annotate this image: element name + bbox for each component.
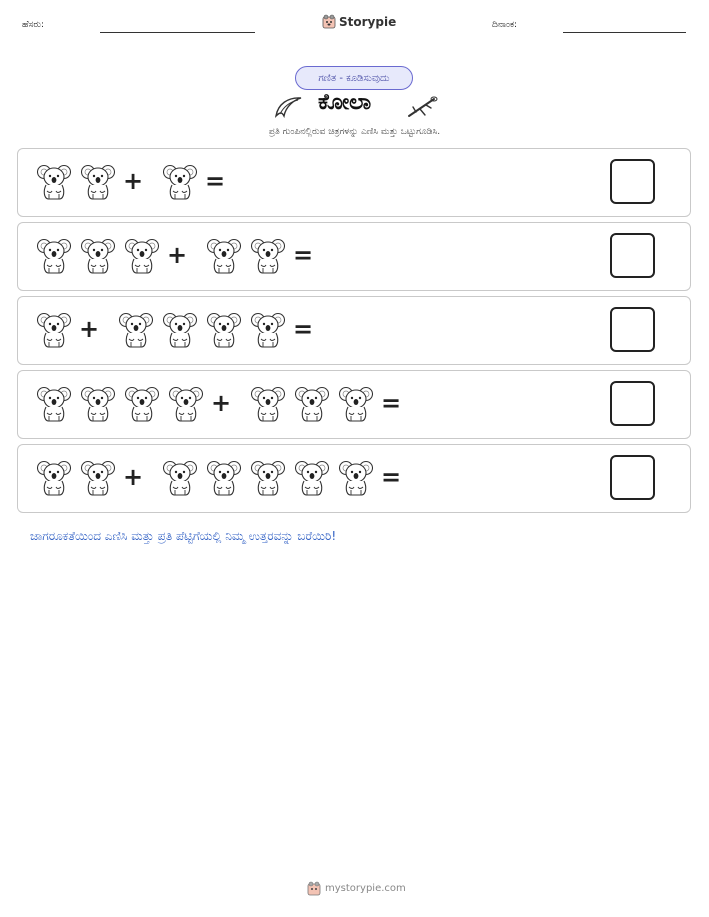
- plus-sign: +: [123, 167, 144, 195]
- answer-box[interactable]: [610, 307, 655, 352]
- koala-icon: [37, 311, 71, 349]
- koala-icon: [207, 237, 241, 275]
- koala-icon: [81, 459, 115, 497]
- problem-row: [17, 370, 691, 439]
- answer-box[interactable]: [610, 233, 655, 278]
- page-title: ಕೋಲಾ: [318, 90, 372, 115]
- koala-icon: [163, 459, 197, 497]
- koala-icon: [207, 311, 241, 349]
- koala-icon: [81, 237, 115, 275]
- title-row: [270, 88, 440, 122]
- plus-sign: +: [167, 241, 188, 269]
- koala-icon: [125, 237, 159, 275]
- answer-box[interactable]: [610, 381, 655, 426]
- koala-icon: [81, 163, 115, 201]
- problem-row: [17, 444, 691, 513]
- equals-sign: =: [293, 315, 314, 343]
- answer-box[interactable]: [610, 455, 655, 500]
- name-label: ಹೆಸರು:: [22, 20, 45, 30]
- footer-note: ಜಾಗರೂಕತೆಯಿಂದ ಎಣಿಸಿ ಮತ್ತು ಪ್ರತಿ ಪೆಟ್ಟಿಗೆಯಲ್ಲಿ ನಿಮ್ಮ ಉತ್ತರವನ್ನು ಬರೆಯಿರಿ!: [30, 529, 337, 543]
- leaf-icon: [272, 94, 304, 120]
- branch-icon: [406, 94, 438, 120]
- koala-icon: [125, 385, 159, 423]
- storypie-logo-icon: [307, 881, 321, 896]
- equals-sign: =: [381, 389, 402, 417]
- koala-icon: [339, 385, 373, 423]
- problem-row: [17, 222, 691, 291]
- brand-name: Storypie: [339, 14, 397, 29]
- topic-pill: ಗಣಿತ - ಕೂಡಿಸುವುದು: [295, 66, 413, 90]
- instruction-text: ಪ್ರತಿ ಗುಂಪಿನಲ್ಲಿರುವ ಚಿತ್ರಗಳನ್ನು ಎಣಿಸಿ ಮತ್ತು ಒಟ್ಟುಗೂಡಿಸಿ.: [268, 127, 441, 137]
- koala-icon: [119, 311, 153, 349]
- site-footer: [307, 881, 406, 896]
- koala-icon: [37, 459, 71, 497]
- koala-icon: [251, 385, 285, 423]
- name-line[interactable]: [100, 32, 255, 33]
- site-url: mystorypie.com: [325, 883, 406, 894]
- equals-sign: =: [381, 463, 402, 491]
- koala-icon: [169, 385, 203, 423]
- koala-icon: [207, 459, 241, 497]
- problem-row: [17, 296, 691, 365]
- plus-sign: +: [79, 315, 100, 343]
- koala-icon: [81, 385, 115, 423]
- equals-sign: =: [293, 241, 314, 269]
- koala-icon: [251, 237, 285, 275]
- date-label: ದಿನಾಂಕ:: [492, 20, 518, 30]
- koala-icon: [251, 459, 285, 497]
- koala-icon: [37, 237, 71, 275]
- koala-icon: [37, 163, 71, 201]
- koala-icon: [295, 385, 329, 423]
- brand: [322, 14, 396, 29]
- answer-box[interactable]: [610, 159, 655, 204]
- storypie-logo-icon: [322, 14, 336, 29]
- date-line[interactable]: [563, 32, 686, 33]
- koala-icon: [37, 385, 71, 423]
- koala-icon: [339, 459, 373, 497]
- koala-icon: [251, 311, 285, 349]
- koala-icon: [163, 163, 197, 201]
- equals-sign: =: [205, 167, 226, 195]
- koala-icon: [295, 459, 329, 497]
- problem-row: [17, 148, 691, 217]
- plus-sign: +: [211, 389, 232, 417]
- plus-sign: +: [123, 463, 144, 491]
- koala-icon: [163, 311, 197, 349]
